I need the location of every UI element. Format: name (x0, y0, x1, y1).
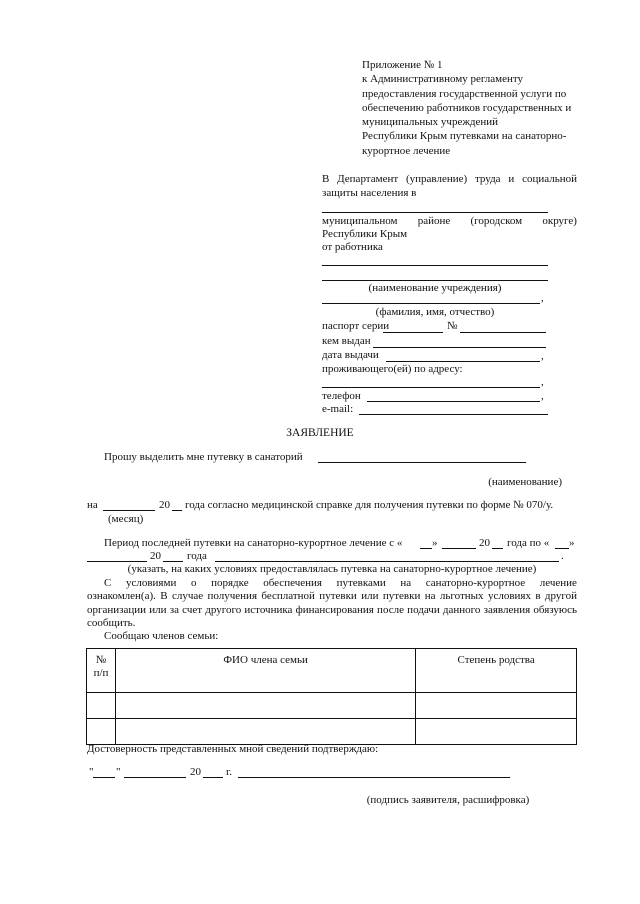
conditions-word: о (190, 577, 197, 589)
table-row (87, 693, 577, 719)
confirm-day-field[interactable] (93, 777, 115, 778)
institution-caption: (наименование учреждения) (368, 282, 502, 294)
comma: , (541, 350, 544, 362)
confirm-year-field[interactable] (203, 777, 223, 778)
municipality-field[interactable] (322, 212, 548, 213)
conditions-word: на (400, 577, 412, 589)
conditions-word: санаторно-курортное (425, 577, 526, 589)
sanatorium-field[interactable] (318, 462, 526, 463)
conditions-first-line (87, 577, 577, 590)
conditions-word: лечение (539, 577, 577, 589)
passport-number-label: № (447, 320, 458, 332)
family-heading: Сообщаю членов семьи: (104, 630, 219, 642)
quote-close: » (432, 537, 438, 549)
passport-series-field[interactable] (383, 332, 443, 333)
conditions-word: условиями (125, 577, 177, 589)
table-cell-relation[interactable] (416, 719, 577, 745)
municipal-line (322, 215, 577, 228)
column-header-fio: ФИО члена семьи (115, 649, 415, 693)
period-text: года согласно медицинской справке для получения путевки по форме № 070/у. (185, 499, 554, 511)
residing-label: проживающего(ей) по адресу: (322, 363, 463, 375)
table-cell-number[interactable] (87, 719, 116, 745)
quote-close: " (116, 766, 121, 778)
quote-close: » (569, 537, 575, 549)
appendix-line: курортное лечение (362, 144, 451, 157)
phone-field[interactable] (367, 401, 540, 402)
fio-caption: (фамилия, имя, отчество) (375, 306, 495, 318)
last-trip-year-prefix: 20 (479, 537, 490, 549)
last-trip-to-month-field[interactable] (87, 561, 147, 562)
signature-field[interactable] (238, 777, 510, 778)
table-row (87, 719, 577, 745)
last-trip-caption: (указать, на каких условиях предоставлялась путевка на санаторно-курортное лечение) (127, 563, 537, 575)
table-cell-relation[interactable] (416, 693, 577, 719)
period-na: на (87, 499, 98, 511)
comma: , (541, 376, 544, 388)
sanatorium-caption: (наименование) (488, 476, 562, 488)
address-field[interactable] (322, 387, 540, 388)
addressee-line-1: В Департамент (управление) труда и социальной (322, 173, 577, 185)
column-header-relation: Степень родства (416, 649, 577, 693)
confirm-text: Достоверность представленных мной сведений подтверждаю: (87, 743, 379, 755)
last-trip-to-text: года по « (507, 537, 550, 549)
appendix-line: обеспечению работников государственных и (362, 101, 572, 114)
phone-label: телефон (322, 390, 361, 402)
republic-text: Республики Крым (322, 228, 408, 240)
issue-date-field[interactable] (386, 361, 540, 362)
confirm-month-field[interactable] (124, 777, 186, 778)
year-suffix-field[interactable] (172, 510, 182, 511)
email-label: e-mail: (322, 403, 354, 415)
column-header-number: № п/п (87, 649, 116, 693)
appendix-line: к Административному регламенту (362, 73, 524, 86)
comma: , (541, 292, 544, 304)
table-cell-number[interactable] (87, 693, 116, 719)
municipal-word: муниципальном (322, 215, 398, 227)
passport-number-field[interactable] (460, 332, 546, 333)
appendix-block (362, 58, 602, 158)
last-trip-from-day-field[interactable] (420, 548, 432, 549)
appendix-line: предоставления государственной услуги по (362, 87, 567, 100)
period-end: . (561, 550, 564, 562)
last-trip-text: Период последней путевки на санаторно-курортное лечение с « (104, 537, 403, 549)
family-table (86, 648, 577, 745)
month-caption: (месяц) (108, 513, 144, 525)
table-cell-fio[interactable] (115, 719, 415, 745)
table-cell-fio[interactable] (115, 693, 415, 719)
month-field[interactable] (103, 510, 155, 511)
passport-series-label: паспорт серии (322, 320, 390, 332)
conditions-text: ознакомлен(а). В случае получения бесплатной путевки или путевки на льготных условиях в другой организации или за счет другого источника финансирования после подачи данного заявления обязуюсь сообщить. (87, 590, 577, 629)
from-employee-text: от работника (322, 241, 383, 253)
email-field[interactable] (359, 414, 548, 415)
last-trip-from-year-field[interactable] (492, 548, 503, 549)
last-trip-year-word: года (187, 550, 207, 562)
confirm-year-prefix: 20 (190, 766, 201, 778)
last-trip-year-prefix-2: 20 (150, 550, 161, 562)
quote-open: " (89, 766, 94, 778)
last-trip-to-day-field[interactable] (555, 548, 569, 549)
last-trip-to-year-field[interactable] (163, 561, 183, 562)
employee-field-2[interactable] (322, 280, 548, 281)
conditions-word: порядке (211, 577, 249, 589)
last-trip-from-month-field[interactable] (442, 548, 476, 549)
table-header-row (87, 649, 577, 693)
municipal-word: (городском (470, 215, 523, 227)
appendix-line: Приложение № 1 (362, 59, 443, 71)
comma: , (541, 390, 544, 402)
issue-date-label: дата выдачи (322, 349, 379, 361)
request-text: Прошу выделить мне путевку в санаторий (104, 451, 303, 463)
period-year-prefix: 20 (159, 499, 170, 511)
last-trip-conditions-field[interactable] (215, 561, 559, 562)
appendix-line: Республики Крым путевками на санаторно- (362, 130, 567, 143)
appendix-line: муниципальных учреждений (362, 116, 499, 129)
employee-field-1[interactable] (322, 265, 548, 266)
municipal-word: округе) (542, 215, 577, 227)
issued-by-label: кем выдан (322, 335, 371, 347)
municipal-word: районе (417, 215, 451, 227)
page-title: ЗАЯВЛЕНИЕ (286, 427, 354, 439)
fio-field[interactable] (322, 303, 540, 304)
conditions-word: обеспечения (263, 577, 322, 589)
conditions-word: путевками (336, 577, 386, 589)
signature-caption: (подпись заявителя, расшифровка) (366, 794, 530, 806)
addressee-line-2: защиты населения в (322, 187, 417, 199)
confirm-g: г. (226, 766, 233, 778)
issued-by-field[interactable] (373, 347, 546, 348)
conditions-word: С (104, 577, 112, 589)
